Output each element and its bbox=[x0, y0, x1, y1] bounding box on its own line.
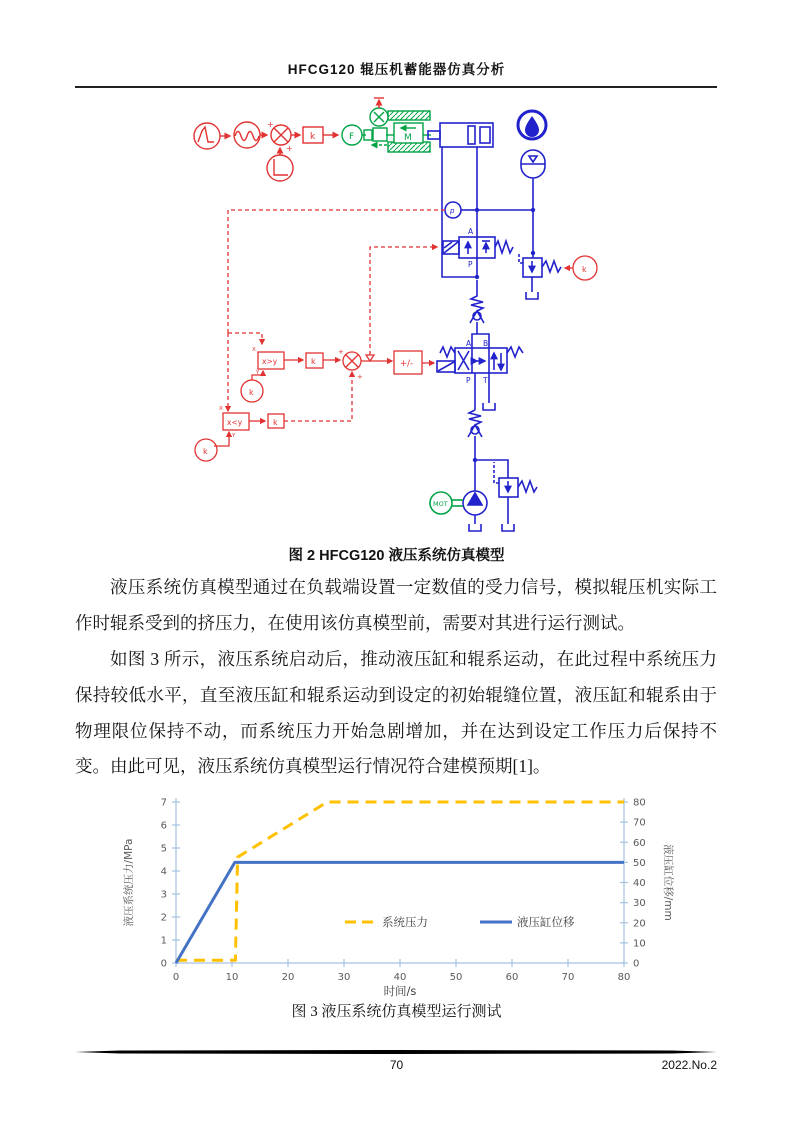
step-source-icon bbox=[267, 155, 293, 181]
droplet-glyph bbox=[525, 116, 539, 137]
guide-wall-top bbox=[388, 111, 430, 120]
cmp-gt-label: x>y bbox=[262, 357, 278, 366]
cmp-lt-label: x<y bbox=[227, 418, 243, 427]
left-tick-label: 6 bbox=[160, 820, 167, 832]
legend-label-0: 系统压力 bbox=[382, 915, 428, 929]
step-glyph bbox=[274, 159, 288, 175]
sum-plus-label: + bbox=[357, 373, 363, 381]
const-label: k bbox=[203, 447, 208, 456]
check-valve-upper bbox=[470, 280, 484, 334]
right-tick-label: 10 bbox=[633, 938, 646, 950]
port-a-label: A bbox=[468, 227, 474, 236]
left-axis-title: 液压系统压力/MPa bbox=[123, 838, 135, 927]
left-tick-label: 1 bbox=[160, 935, 167, 947]
plus-minus-label: +/- bbox=[400, 359, 414, 369]
port-b-label: B bbox=[483, 339, 489, 348]
mechanical-load bbox=[342, 108, 431, 152]
valve-4-3 bbox=[437, 347, 523, 373]
figure2-diagram bbox=[185, 90, 605, 550]
paragraph-1-text: 液压系统仿真模型通过在负载端设置一定数值的受力信号，模拟辊压机实际工作时辊系受到的挤压力，在使用该仿真模型前，需要对其进行运行测试。 bbox=[75, 577, 717, 633]
x-tick-label: 80 bbox=[617, 972, 631, 983]
x-tick-label: 40 bbox=[393, 972, 407, 983]
const-label: k bbox=[582, 265, 587, 274]
tank-icon bbox=[526, 292, 538, 299]
x-tick-label: 50 bbox=[449, 972, 463, 983]
sine-glyph bbox=[235, 132, 259, 141]
sum-plus-label: + bbox=[286, 144, 293, 153]
port-a-label: A bbox=[466, 339, 472, 348]
input-y-label: Y bbox=[256, 370, 260, 376]
left-tick-label: 2 bbox=[160, 912, 167, 924]
x-tick-label: 70 bbox=[561, 972, 575, 983]
series-1-line bbox=[176, 862, 624, 963]
signal-chain bbox=[194, 122, 338, 181]
sensor-label: p bbox=[450, 207, 455, 215]
branch-node bbox=[366, 355, 374, 361]
port-p-label: P bbox=[468, 260, 473, 269]
const-label: k bbox=[249, 388, 254, 397]
control-network bbox=[195, 210, 597, 461]
right-axis-title: 液压缸位移/mm bbox=[662, 844, 674, 921]
valve-2-2 bbox=[443, 237, 513, 258]
series-0-line bbox=[176, 802, 624, 960]
damper-icon bbox=[373, 128, 387, 141]
legend-label-1: 液压缸位移 bbox=[517, 915, 575, 929]
valve-spring bbox=[542, 261, 561, 272]
x-tick-label: 20 bbox=[281, 972, 295, 983]
header-rule bbox=[75, 86, 717, 88]
tank-icon bbox=[502, 524, 514, 531]
port-t-label: T bbox=[483, 376, 488, 385]
input-y-label: Y bbox=[232, 433, 236, 439]
force-label: F bbox=[349, 132, 355, 142]
gain-label: k bbox=[311, 357, 316, 366]
figure3-chart bbox=[116, 795, 681, 1000]
right-tick-label: 30 bbox=[633, 898, 646, 910]
right-tick-label: 40 bbox=[633, 878, 646, 889]
input-x-label: X bbox=[252, 347, 256, 353]
right-tick-label: 0 bbox=[633, 958, 640, 970]
left-tick-label: 4 bbox=[160, 866, 167, 878]
footer-rule bbox=[75, 1050, 717, 1054]
check-valve-lower bbox=[468, 410, 482, 491]
hydraulic-circuit bbox=[428, 111, 561, 531]
x-tick-label: 30 bbox=[337, 972, 351, 983]
cylinder-piston bbox=[468, 126, 475, 144]
left-tick-label: 0 bbox=[160, 958, 167, 970]
motor-label: MOT bbox=[433, 500, 448, 508]
port-p-label: P bbox=[466, 376, 471, 385]
gain-label: k bbox=[310, 132, 316, 142]
valve-spring bbox=[440, 347, 455, 357]
right-tick-label: 80 bbox=[633, 797, 646, 809]
x-tick-label: 60 bbox=[505, 972, 519, 983]
footer-page-number: 70 bbox=[389, 1058, 404, 1072]
left-tick-label: 3 bbox=[160, 889, 167, 901]
left-tick-label: 7 bbox=[160, 797, 167, 809]
x-tick-label: 10 bbox=[225, 972, 239, 983]
right-tick-label: 60 bbox=[633, 837, 646, 849]
gain-label: k bbox=[273, 418, 278, 427]
x-axis-title: 时间/s bbox=[383, 984, 417, 998]
right-tick-label: 20 bbox=[633, 918, 646, 930]
valve-spring bbox=[518, 481, 537, 492]
tank-icon bbox=[469, 524, 481, 531]
x-tick-label: 0 bbox=[172, 972, 180, 983]
mass-label: M bbox=[404, 133, 412, 143]
footer-issue: 2022.No.2 bbox=[661, 1058, 717, 1072]
sum-plus-label: + bbox=[267, 120, 274, 129]
right-tick-label: 70 bbox=[633, 817, 646, 829]
paragraph-1 bbox=[75, 570, 717, 642]
sum-plus-label: + bbox=[338, 348, 344, 356]
tank-icon bbox=[483, 403, 495, 410]
valve-spring bbox=[495, 241, 513, 253]
ramp-glyph bbox=[198, 127, 214, 142]
valve-spring bbox=[507, 347, 523, 357]
figure3-caption: 图 3 液压系统仿真模型运行测试 bbox=[291, 1004, 502, 1020]
paragraph-2 bbox=[75, 642, 717, 785]
accumulator-relief-valve bbox=[519, 252, 561, 299]
figure2-caption: 图 2 HFCG120 液压系统仿真模型 bbox=[288, 548, 505, 564]
header-title: HFCG120 辊压机蓄能器仿真分析 bbox=[287, 62, 506, 77]
paragraph-2-text: 如图 3 所示，液压系统启动后，推动液压缸和辊系运动，在此过程中系统压力保持较低水平，直至液压缸和辊系运动到设定的初始辊缝位置，液压缸和辊系由于物理限位保持不动，而系统压力开始急剧增加，并在达到设定工作压力后保持不变。由此可见，液压系统仿真模型运行情况符合建模预期[1]。 bbox=[75, 649, 717, 777]
input-x-label: X bbox=[219, 406, 223, 412]
left-tick-label: 5 bbox=[160, 843, 167, 855]
right-tick-label: 50 bbox=[633, 857, 646, 869]
